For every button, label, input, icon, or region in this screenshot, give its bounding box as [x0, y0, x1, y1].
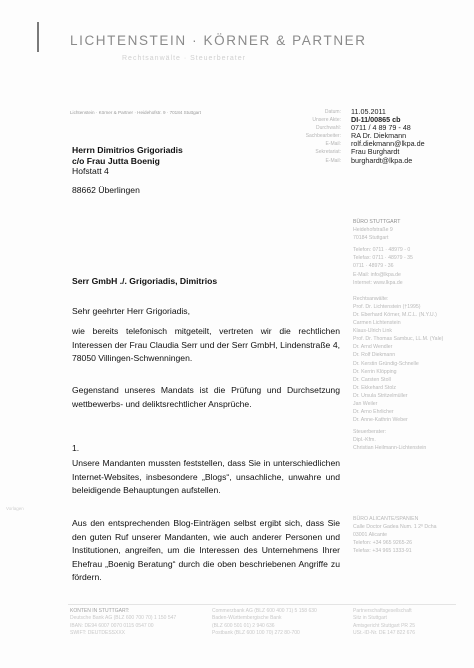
- partner-line: Dr. Carsten Stoll: [353, 376, 391, 383]
- office-line: Telefax: +34 965 1333-91: [353, 548, 412, 555]
- footer-line-text: Commerzbank AG (BLZ 600 400 71) 5 158 630: [212, 608, 317, 614]
- partner-line: Dr. Kerrin Klöpping: [353, 368, 397, 375]
- footer-line-text: Partnerschaftsgesellschaft: [353, 608, 412, 614]
- office-line: Telefon: 0711 · 48979 - 0: [353, 247, 411, 254]
- meta-value: DI-11/00865 cb: [351, 115, 401, 125]
- office-line: Internet: www.lkpa.de: [353, 279, 403, 286]
- footer-line-text: Deutsche Bank AG (BLZ 600 700 70) 1 150 547: [70, 615, 177, 622]
- office-line: 03001 Alicante: [353, 532, 388, 539]
- recipient-name: Herrn Dimitrios Grigoriadis: [72, 145, 183, 155]
- meta-label: Sekretariat:: [315, 149, 341, 156]
- meta-label: Unsere Akte:: [312, 117, 341, 124]
- footer-line-text: Sitz in Stuttgart: [353, 615, 387, 622]
- partner-line: Prof. Dr. Lichtenstein (†1995): [353, 303, 421, 310]
- meta-value: 0711 / 4 89 79 - 48: [351, 123, 411, 133]
- side-mark: Vorlagen: [6, 506, 24, 511]
- partner-line: Dipl.-Kfm.: [353, 437, 376, 444]
- partner-line: Christian Heilmann-Lichtenstein: [353, 445, 427, 452]
- meta-value: burghardt@lkpa.de: [351, 155, 413, 165]
- meta-label: Sachbearbeiter:: [305, 133, 341, 140]
- footer-bank-2: [212, 608, 317, 638]
- partner-line: Steuerberater:: [353, 429, 387, 436]
- office-line: E-Mail: info@lkpa.de: [353, 271, 401, 278]
- partner-line: Klaus-Ulrich Link: [353, 328, 392, 335]
- meta-label: Durchwahl:: [315, 125, 341, 132]
- partner-line: Dr. Eberhard Körner, M.C.L. (N.Y.U.): [353, 311, 437, 318]
- recipient-city: 88662 Überlingen: [72, 185, 140, 195]
- office-alicante: [353, 515, 437, 555]
- recipient-address: [72, 145, 183, 177]
- footer-line-text: SWIFT: DEUTDESSXXX: [70, 630, 126, 637]
- paragraph-4: Aus den entsprechenden Blog-Einträgen selbst ergibt sich, dass Sie den guten Ruf unserer Mandanten, wie auch anderer Personen und Institutionen, angreifen, um die Interessen des Unternehmens Ihrer Ehefrau „Boenig Beratung“ durch die oben beschriebenen Angriffe zu fördern.: [72, 518, 340, 582]
- firm-tagline: Rechtsanwälte · Steuerberater: [122, 55, 246, 62]
- office-line: BÜRO ALICANTE/SPANIEN: [353, 516, 419, 522]
- firm-name: LICHTENSTEIN · KÖRNER & PARTNER: [70, 33, 367, 48]
- paragraph-3: Unsere Mandanten mussten feststellen, dass Sie in unterschiedlichen Internet-Websites, insbesondere „Blogs“, unsachliche, unwahre und beleidigende Behauptungen aufstellen.: [72, 458, 340, 495]
- office-line: BÜRO STUTTGART: [353, 219, 401, 225]
- partner-line: Dr. Anne-Kathrin Weber: [353, 417, 408, 424]
- meta-label: E-Mail:: [325, 141, 341, 148]
- recipient-care-of: c/o Frau Jutta Boenig: [72, 155, 160, 166]
- footer-line-text: KONTEN IN STUTTGART:: [70, 608, 130, 614]
- salutation: Sehr geehrter Herr Grigoriadis,: [72, 306, 190, 316]
- partner-line: Dr. Arno Ehrlicher: [353, 409, 394, 416]
- office-line: 70184 Stuttgart: [353, 235, 389, 242]
- footer-divider: [68, 604, 456, 605]
- footer-line-text: (BLZ 600 501 01) 2 940 636: [212, 622, 275, 629]
- partner-line: Dr. Ekkehard Stolz: [353, 384, 396, 391]
- office-line: Calle Doctor Gadea Num. 1 2º Dcha: [353, 524, 437, 531]
- partner-line: Carmen Lichtenstein: [353, 320, 401, 327]
- sender-line: Lichtenstein · Körner & Partner · Heidehofstr. 9 · 70184 Stuttgart: [70, 110, 201, 115]
- footer-bank-1: [70, 608, 176, 638]
- office-line: Telefon: +34 965 9265-26: [353, 540, 412, 547]
- meta-value: RA Dr. Diekmann: [351, 131, 407, 141]
- meta-label: Datum:: [324, 109, 341, 115]
- partner-line: Dr. Kerstin Gründig-Schnelle: [353, 360, 419, 367]
- paragraph-1: wie bereits telefonisch mitgeteilt, vertreten wir die rechtlichen Interessen der Frau Claudia Serr und der Serr GmbH, Lindenstraße 4, 78050 Villingen-Schwenningen.: [72, 326, 340, 363]
- meta-row: [285, 157, 455, 165]
- reference-block: [285, 108, 455, 165]
- partner-line: Rechtsanwälte:: [353, 295, 389, 302]
- partner-line: Dr. Rolf Diekmann: [353, 352, 396, 359]
- partner-line: Dr. Ursula Stritzelmüller: [353, 392, 408, 399]
- footer-line-text: Amtsgericht Stuttgart PR 25: [353, 622, 415, 629]
- office-sidebar: [353, 218, 443, 453]
- logo-mark: [37, 22, 39, 52]
- footer-registration: [353, 608, 415, 638]
- paragraph-2: Gegenstand unseres Mandats ist die Prüfung und Durchsetzung wettbewerbs- und deliktsrechtlicher Ansprüche.: [72, 385, 340, 409]
- partner-line: Prof. Dr. Thomas Sambuc, LL.M. (Yale): [353, 336, 444, 343]
- partner-line: Dr. Arnd Wendler: [353, 344, 393, 351]
- office-line: 0711 · 48979 - 36: [353, 263, 394, 270]
- footer-line-text: Baden-Württembergische Bank: [212, 615, 282, 622]
- meta-value: rolf.diekmann@lkpa.de: [351, 139, 425, 149]
- recipient-street: Hofstatt 4: [72, 166, 109, 177]
- meta-value: 11.05.2011: [351, 107, 386, 116]
- office-line: Telefax: 0711 · 48979 - 35: [353, 255, 413, 262]
- meta-label: E-Mail:: [325, 157, 341, 164]
- footer-line-text: IBAN: DE94 6007 0070 0115 0547 00: [70, 622, 154, 629]
- footer-line-text: USt.-ID-Nr. DE 147 822 676: [353, 630, 415, 637]
- meta-value: Frau Burghardt: [351, 147, 400, 157]
- office-line: Heidehofstraße 9: [353, 227, 393, 234]
- letter-subject: Serr GmbH ./. Grigoriadis, Dimitrios: [72, 276, 218, 286]
- section-number: 1.: [72, 443, 80, 453]
- footer-line-text: Postbank (BLZ 600 100 70) 272 80-700: [212, 630, 300, 637]
- partner-line: Jan Weiler: [353, 400, 378, 407]
